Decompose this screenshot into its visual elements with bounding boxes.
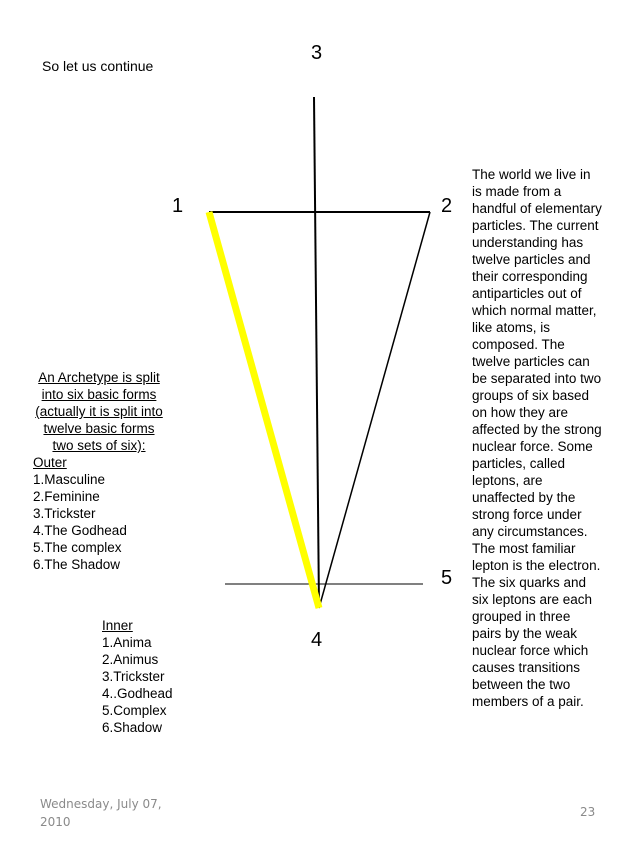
outer-item: 4.The Godhead [33, 523, 127, 538]
inner-item: 4..Godhead [102, 686, 173, 701]
outer-title: Outer [33, 455, 67, 470]
inner-item: 2.Animus [102, 652, 159, 667]
label-2: 2 [441, 195, 453, 217]
label-4: 4 [311, 629, 323, 651]
outer-item: 6.The Shadow [33, 557, 121, 572]
inner-item: 3.Trickster [102, 669, 165, 684]
inner-item: 1.Anima [102, 635, 152, 650]
outer-item: 3.Trickster [33, 506, 96, 521]
vertical-axis-line [314, 97, 319, 608]
intro-text: So let us continue [42, 58, 154, 74]
archetype-heading-colon: : [141, 438, 146, 453]
inner-title: Inner [102, 618, 133, 633]
label-5: 5 [441, 567, 453, 589]
page-number: 23 [580, 805, 596, 819]
inner-block [102, 617, 173, 736]
outer-item: 2.Feminine [33, 489, 100, 504]
archetype-block [33, 369, 173, 573]
footer-date: Wednesday, July 07, 2010 [40, 797, 162, 829]
highlighted-diagonal-line [209, 212, 319, 608]
outer-item: 1.Masculine [33, 472, 106, 487]
inner-item: 5.Complex [102, 703, 167, 718]
right-diagonal-line [319, 212, 430, 608]
inner-item: 6.Shadow [102, 720, 163, 735]
archetype-heading-text: An Archetype is split into six basic forms (actually it is split into twelve basic forms two sets of six) [35, 370, 163, 453]
label-3: 3 [311, 42, 323, 64]
archetype-heading [33, 369, 165, 454]
label-1: 1 [172, 195, 184, 217]
particles-explanation-text: The world we live in is made from a handful of elementary particles. The current understanding has twelve particles and their corresponding antiparticles out of which normal matter, like atoms, is composed. The twelve particles can be separated into two groups of six based on how they are affected by the strong nuclear force. Some particles, called leptons, are unaffected by the strong force under any circumstances. The most familiar lepton is the electron. The six quarks and six leptons are each grouped in three pairs by the weak nuclear force which causes transitions between the two members of a pair. [472, 167, 602, 709]
outer-item: 5.The complex [33, 540, 122, 555]
